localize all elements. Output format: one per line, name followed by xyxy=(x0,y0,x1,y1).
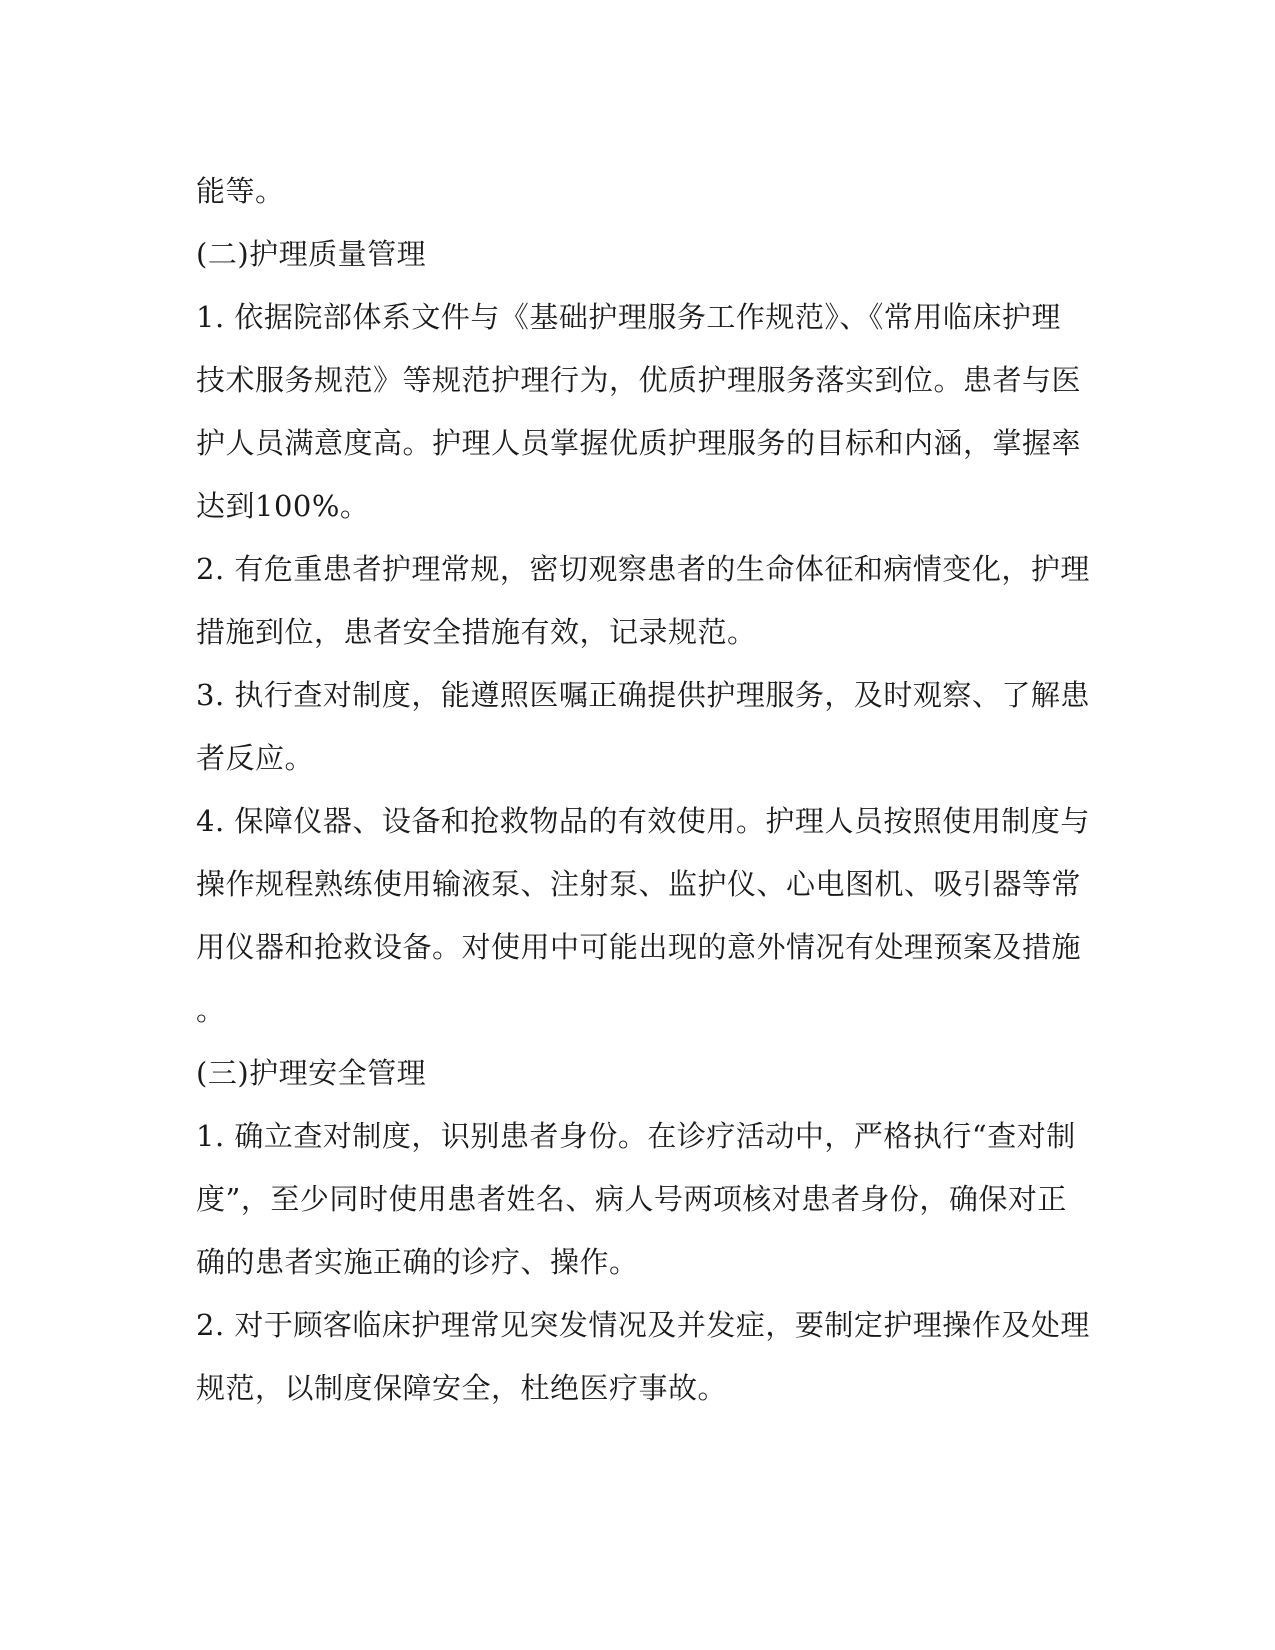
text-line: 4. 保障仪器、设备和抢救物品的有效使用。护理人员按照使用制度与 xyxy=(196,804,1090,838)
text-line: 规范，以制度保障安全，杜绝医疗事故。 xyxy=(196,1371,728,1405)
text-line: 3. 执行查对制度，能遵照医嘱正确提供护理服务，及时观察、了解患 xyxy=(196,678,1090,712)
text-line: 达到100%。 xyxy=(196,489,370,523)
text-line: 2. 有危重患者护理常规，密切观察患者的生命体征和病情变化，护理 xyxy=(196,552,1090,586)
text-line: 措施到位，患者安全措施有效，记录规范。 xyxy=(196,615,757,649)
text-line: 2. 对于顾客临床护理常见突发情况及并发症，要制定护理操作及处理 xyxy=(196,1308,1090,1342)
text-line: 操作规程熟练使用输液泵、注射泵、监护仪、心电图机、吸引器等常 xyxy=(196,867,1082,901)
text-line: 。 xyxy=(196,993,226,1027)
text-line: 护人员满意度高。护理人员掌握优质护理服务的目标和内涵，掌握率 xyxy=(196,426,1082,460)
text-line: 确的患者实施正确的诊疗、操作。 xyxy=(196,1245,639,1279)
section-heading: (二)护理质量管理 xyxy=(196,237,427,271)
text-line: 技术服务规范》等规范护理行为，优质护理服务落实到位。患者与医 xyxy=(196,363,1082,397)
text-line: 能等。 xyxy=(196,174,285,208)
text-line: 度”，至少同时使用患者姓名、病人号两项核对患者身份，确保对正 xyxy=(196,1182,1067,1216)
section-heading: (三)护理安全管理 xyxy=(196,1056,427,1090)
text-line: 者反应。 xyxy=(196,741,315,775)
text-line: 1. 确立查对制度，识别患者身份。在诊疗活动中，严格执行“查对制 xyxy=(196,1119,1076,1153)
text-line: 用仪器和抢救设备。对使用中可能出现的意外情况有处理预案及措施 xyxy=(196,930,1082,964)
text-line: 1. 依据院部体系文件与《基础护理服务工作规范》、《常用临床护理 xyxy=(196,300,1061,334)
document-body xyxy=(196,160,1090,1420)
